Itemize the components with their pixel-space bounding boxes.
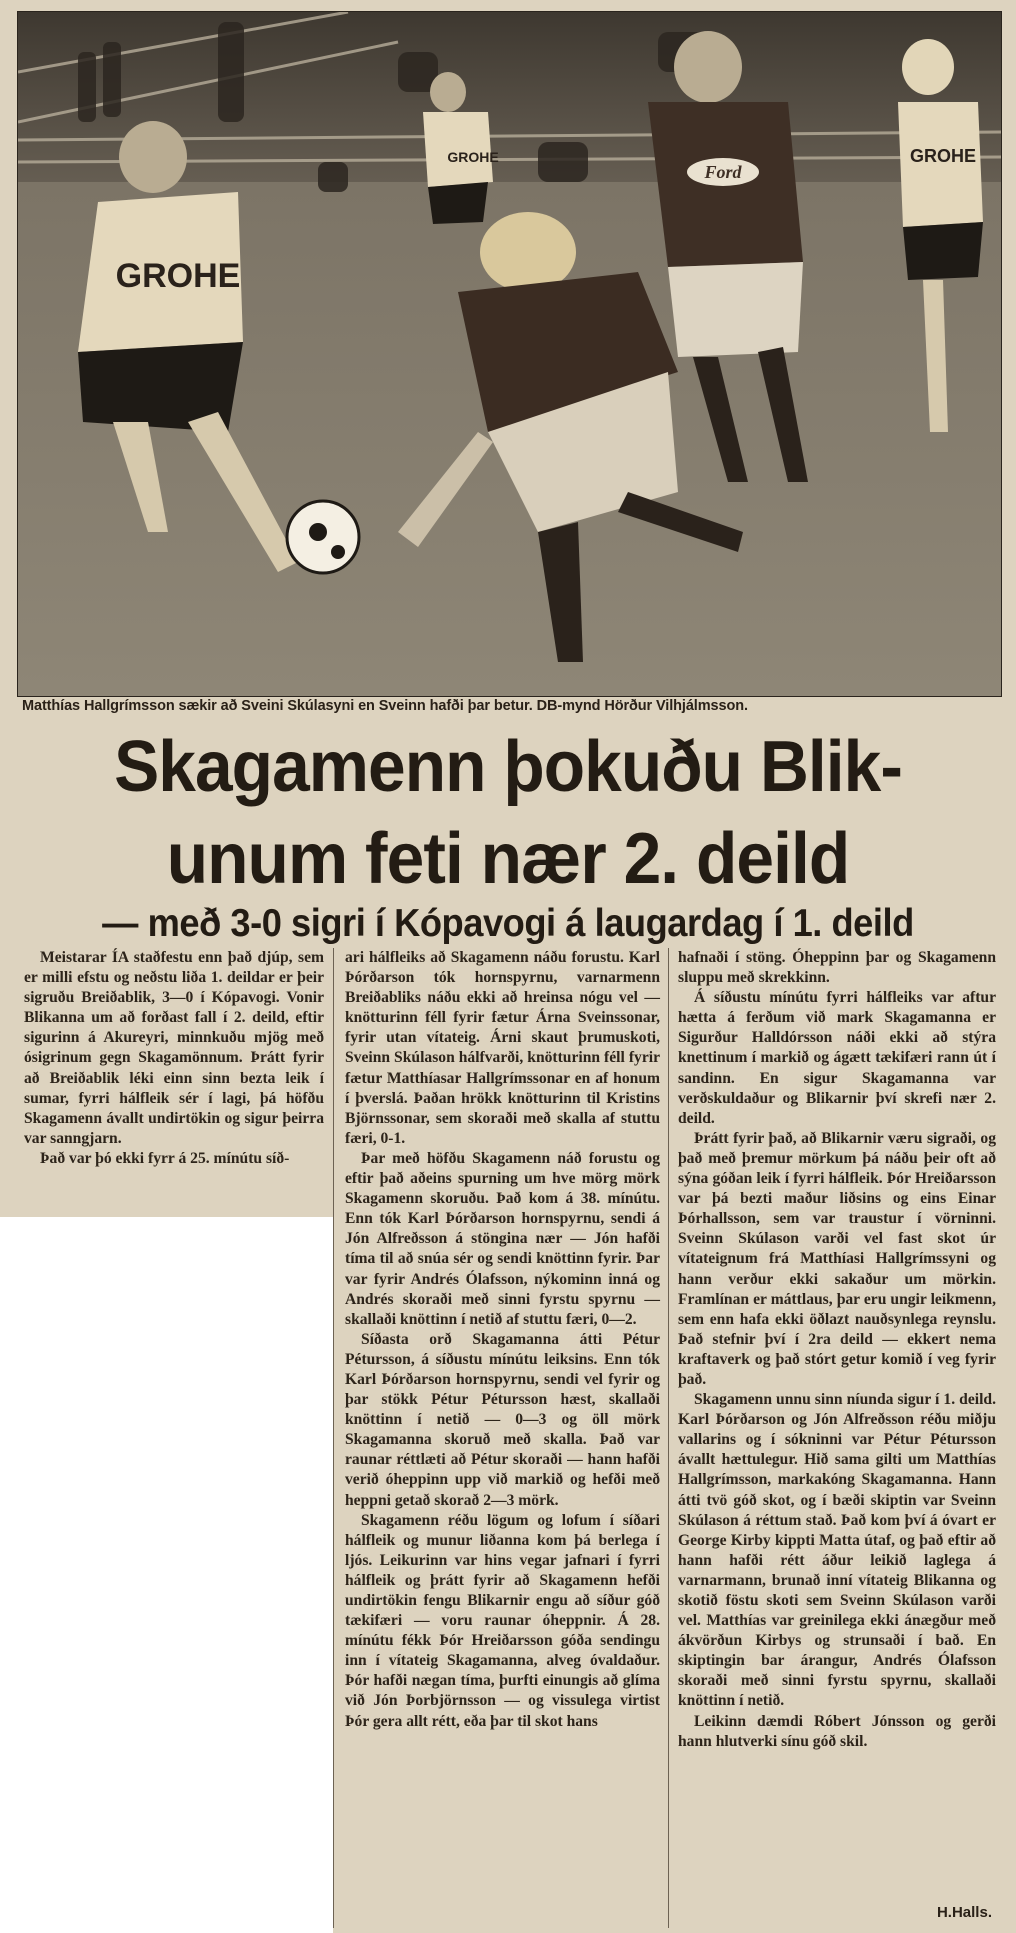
paragraph: hafnaði í stöng. Óheppinn þar og Skagamenn sluppu með skrekkinn. bbox=[678, 949, 996, 987]
photo-caption: Matthías Hallgrímsson sækir að Sveini Skúlasyni en Sveinn hafði þar betur. DB-mynd Hörður Vilhjálmsson. bbox=[22, 698, 748, 714]
article-column-2 bbox=[345, 948, 660, 1732]
paragraph: Þar með höfðu Skagamenn náð forustu og eftir það aðeins spurning um hve mörg mörk Skagamenn skoruðu. Það kom á 38. mínútu. Enn tók Karl Þórðarson hornspyrnu, sendi á Jón Alfreðsson á stöngina nær — Jón hafði tíma til að snúa sér og sendi knöttinn fyrir. Þar var fyrir Andrés Ólafsson, nýkominn inná og Andrés skoraði með sinni fyrstu spyrnu — skallaði knöttinn í netið af stuttu færi, 0—2. bbox=[345, 1149, 660, 1328]
column-divider bbox=[668, 948, 669, 1928]
column-divider bbox=[333, 948, 334, 1928]
shirt-logo: GROHE bbox=[115, 257, 241, 295]
headline-line-1: Skagamenn þokuðu Blik- bbox=[114, 727, 902, 807]
ford-badge: Ford bbox=[704, 162, 742, 182]
paragraph: ari hálfleiks að Skagamenn náðu forustu. Karl Þórðarson tók hornspyrnu, varnarmenn Breiðabliks náðu ekki að hreinsa nógu vel — knötturinn féll fyrir fætur Árna Sveinssonar, fyrir utan vítateig. Árni skaut þrumuskoti, Sveinn Skúlason hálfvarði, knötturinn féll fyrir fætur Matthíasar Hallgrímssonar en af honum í þverslá. Þaðan hrökk knötturinn til Kristins Björnssonar, sem skoraði með skalla af stuttu færi, 0-1. bbox=[345, 949, 660, 1147]
byline: H.Halls. bbox=[936, 1904, 992, 1921]
shirt-logo-right: GROHE bbox=[909, 146, 977, 166]
paragraph: Leikinn dæmdi Róbert Jónsson og gerði hann hlutverki sínu góð skil. bbox=[678, 1712, 996, 1750]
paragraph: Síðasta orð Skagamanna átti Pétur Pétursson, á síðustu mínútu leiksins. Enn tók Karl Þórðarson hornspyrnu, sendi vel fyrir og þar stökk Pétur Pétursson hæst, skallaði knöttinn í netið — 0—3 og öll mörk Skagamanna skoruð með skalla. Það var raunar réttlæti að Pétur skoraði — hann hafði verið óheppinn upp við markið og hefði með heppni getað skorað 2—3 mörk. bbox=[345, 1330, 660, 1509]
match-photo bbox=[17, 11, 1002, 697]
headline-line-2: unum feti nær 2. deild bbox=[166, 819, 850, 899]
paragraph: Það var þó ekki fyrr á 25. mínútu síð- bbox=[40, 1149, 290, 1167]
paragraph: Á síðustu mínútu fyrri hálfleiks var aftur hætta á ferðum við mark Skagamanna er Sigurður Halldórsson náði ekki að stýra knettinum í markið og ágætt tækifæri rann út í sandinn. En sigur Skagamanna var verðskuldaður og Blikarnir því skrefi nær 2. deild. bbox=[678, 989, 996, 1127]
paragraph: Skagamenn réðu lögum og lofum í síðari hálfleik og munur liðanna kom þá berlega í ljós. Leikurinn var hins vegar jafnari í fyrri hálfleik og þrátt fyrir að Skagamenn hefði undirtökin fengu Blikarnir engu að síður góð tækifæri — voru raunar óheppnir. Á 28. mínútu fékk Þór Hreiðarsson góða sendingu inn í vítateig Skagamanna, alveg óvaldaður. Þór hafði nægan tíma, þurfti einungis að glíma við Jón Þorbjörnsson — og vissulega virtist Þór gera allt rétt, eða þar til skot hans bbox=[345, 1511, 660, 1730]
paragraph: Þrátt fyrir það, að Blikarnir væru sigraði, og það með þremur mörkum þá náðu þeir oft að sýna góðan leik í fyrri hálfleik. Þór Hreiðarsson var þá bezti maður liðsins og eins Einar Þórhallsson, sem var traustur í vörninni. Sveinn Skúlason varði vel fast skot úr vítateignum frá Matthíasi Hallgrímssyni og hann verður ekki sakaður um mörkin. Framlínan er máttlaus, þar eru ungir leikmenn, sem enn hafa ekki öðlazt nauðsynlega reynslu. Það stefnir því í 2ra deild — ekkert nema kraftaverk og það stórt getur komið í veg fyrir það. bbox=[678, 1129, 996, 1388]
shirt-logo-back: GROHE bbox=[447, 149, 499, 165]
paragraph: Skagamenn unnu sinn níunda sigur í 1. deild. Karl Þórðarson og Jón Alfreðsson réðu miðju vallarins og í sókninni var Pétur Pétursson ávallt hættulegur. Hið sama gilti um Matthías Hallgrímsson, markakóng Skagamanna. Hann átti tvö góð skot, og í bæði skiptin var Sveinn Skúlason á réttum stað. Það kom því á óvart er George Kirby kippti Matta útaf, og það eftir að hann hafði rétt áður leikið laglega á varnarmann, brunað inní vítateig Blikanna og skotið föstu skoti sem Sveinn Skúlason varði vel. Matthías var greinilega ekki ánægður með ákvörðun Kirbys og strunsaði í bað. En skiptingin bar árangur, Andrés Ólafsson skoraði með sinni fyrstu spyrnu, skallaði knöttinn í netið. bbox=[678, 1391, 996, 1710]
article-column-1 bbox=[24, 948, 324, 1169]
article-column-3 bbox=[678, 948, 996, 1752]
subheadline: — með 3-0 sigri í Kópavogi á laugardag í 1. deild bbox=[102, 902, 914, 945]
paragraph: Meistarar ÍA staðfestu enn það djúp, sem er milli efstu og neðstu liða 1. deildar er þeir sigruðu Breiðablik, 3—0 í Kópavogi. Vonir Blikanna um að forðast fall í 2. deild, eftir sigurinn á Akureyri, minnkuðu mjög með ósigrinum gegn Skagamönnum. Þrátt fyrir að Breiðablik léki einn sinn bezta leik í sumar, fyrri hálfleik sér í lagi, þá höfðu Skagamenn ávallt undirtökin og sigur þeirra var sanngjarn. bbox=[24, 949, 324, 1147]
